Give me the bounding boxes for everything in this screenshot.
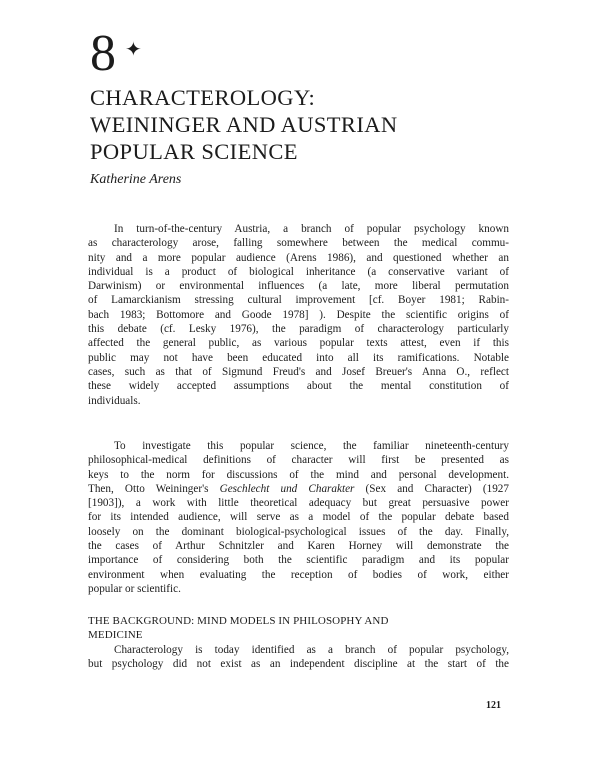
text-line: importance of considering both the scientific paradigm and its popular: [88, 554, 509, 567]
text-line: [88, 482, 509, 496]
text-line: Darwinism) or environmental influences (a late, more liberal permutation: [88, 280, 509, 293]
text-line: affected the general public, as various popular texts attest, even if this: [88, 337, 509, 350]
text-fragment: (Sex and Character) (1927: [354, 482, 509, 495]
book-title: Geschlecht und Charakter: [219, 482, 355, 495]
section-heading: [88, 614, 509, 642]
chapter-title-line: CHARACTEROLOGY:: [90, 85, 316, 110]
chapter-title-line: POPULAR SCIENCE: [90, 139, 298, 164]
text-line: keys to the norm for discussions of the mind and personal development.: [88, 468, 509, 481]
text-line: of Lamarckianism stressing cultural improvement [cf. Boyer 1981; Rabin-: [88, 294, 509, 307]
text-line: for its intended audience, will serve as a model of the popular debate based: [88, 511, 509, 524]
paragraph-investigation: [88, 439, 509, 596]
text-line: [1903]), a work with little theoretical adequacy but great persuasive power: [88, 497, 509, 510]
text-line: popular or scientific.: [88, 582, 181, 595]
section-heading-line: THE BACKGROUND: MIND MODELS IN PHILOSOPHY AND: [88, 615, 389, 627]
star-ornament-icon: ✦: [125, 39, 142, 61]
text-line: this debate (cf. Lesky 1976), the paradigm of characterology particularly: [88, 323, 509, 336]
text-line: public may not have been educated into all its ramifications. Notable: [88, 351, 509, 364]
text-line: individuals.: [88, 394, 141, 407]
text-line: nity and a more popular audience (Arens 1986), and questioned whether an: [88, 251, 509, 264]
chapter-title-line: WEININGER AND AUSTRIAN: [90, 112, 398, 137]
text-line: but psychology did not exist as an independent discipline at the start of the: [88, 658, 509, 671]
chapter-title: [90, 84, 530, 165]
text-line: these widely accepted assumptions about the mental constitution of: [88, 380, 509, 393]
text-line: philosophical-medical definitions of character will first be presented as: [88, 454, 509, 467]
text-line: the cases of Arthur Schnitzler and Karen Horney will demonstrate the: [88, 540, 509, 553]
text-line: Characterology is today identified as a branch of popular psychology,: [114, 644, 509, 656]
paragraph-background: [88, 643, 509, 672]
text-line: individual is a product of biological inheritance (a conservative variant of: [88, 265, 509, 278]
section-heading-line: MEDICINE: [88, 629, 143, 641]
text-fragment: Then, Otto Weininger's: [88, 482, 220, 495]
text-line: cases, such as that of Sigmund Freud's and Josef Breuer's Anna O., reflect: [88, 365, 509, 378]
text-line: bach 1983; Bottomore and Goode 1978] ). Despite the scientific origins of: [88, 308, 509, 321]
page-number: 121: [486, 700, 501, 711]
text-line: In turn-of-the-century Austria, a branch of popular psychology known: [114, 223, 509, 235]
text-line: environment when evaluating the reception of bodies of work, either: [88, 568, 509, 581]
text-line: To investigate this popular science, the familiar nineteenth-century: [114, 440, 509, 452]
text-line: as characterology arose, falling somewhere between the medical commu-: [88, 237, 509, 250]
text-line: loosely on the dominant biological-psychological issues of the day. Finally,: [88, 525, 509, 538]
chapter-number: 8: [90, 25, 116, 82]
author-name: Katherine Arens: [90, 172, 182, 187]
paragraph-intro: [88, 222, 509, 408]
